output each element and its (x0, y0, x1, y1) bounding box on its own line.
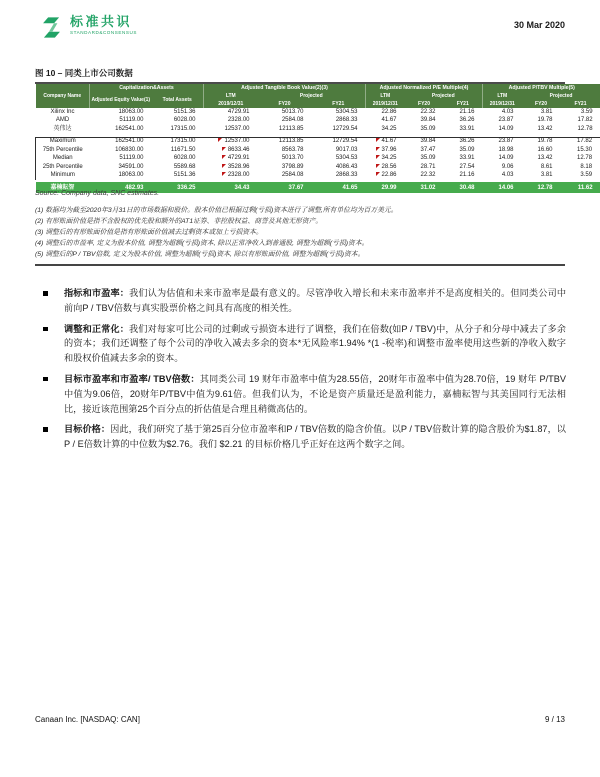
col-fy20: FY20 (522, 100, 561, 108)
value-cell: 12537.00 (224, 125, 250, 132)
col-fy21: FY21 (312, 100, 366, 108)
comment-marker-icon (218, 138, 222, 142)
brand-s-icon (38, 14, 65, 41)
footnote: (5) 调整后的P / TBV倍数, 定义为股本价值, 调整为超额(亏损)资本, 除以有形账面价值, 调整为超额(亏损)资本。 (35, 251, 365, 258)
value-cell: 336.25 (152, 181, 204, 193)
value-cell: 34591.00 (118, 163, 144, 170)
footnote: (1) 数据均为截至2020年3月31日的市场数据和股价。股本价值已根据过剩(亏损)资本进行了调整,所有单位均为百万美元。 (35, 207, 398, 214)
value-cell: 22.86 (381, 108, 397, 115)
value-cell: 4086.43 (335, 163, 358, 170)
footnote: (3) 调整后的有形账面价值是指有形账面价值减去过剩资本或加上亏损资本。 (35, 229, 263, 236)
footer-company: Canaan Inc. [NASDAQ: CAN] (35, 715, 140, 724)
value-cell: 39.84 (420, 117, 436, 123)
bullet-text: 其同类公司 19 财年市盈率中值为28.55倍，20财年市盈率中值为28.70倍，19 财年 P/TBV 中值为9.06倍，20财年P/TBV中值为9.61倍。但我们认为，不论是资产质量还是盈利能力，嘉楠耘智与其美国同行无法相比，接近该范围第25个百分点的折估值是合理且稍微高估的。 (64, 373, 566, 414)
bullet-text: 我们认为估值和未来市盈率是最有意义的。尽管净收入增长和未来市盈率并不是高度相关的。但同类公司中前向P / TBV倍数与真实股票价格之间具有高度的相关性。 (64, 288, 567, 313)
value-cell: 28.56 (366, 163, 405, 172)
value-cell: 3.81 (540, 108, 553, 115)
value-cell: 35.09 (420, 125, 436, 132)
value-cell: 3.81 (540, 172, 553, 178)
value-cell: 2868.33 (335, 117, 358, 123)
col-fy21: FY21 (561, 100, 600, 108)
value-cell: 19.78 (537, 138, 553, 144)
value-cell: 12729.54 (332, 125, 358, 132)
bullet-text: 因此，我们研究了基于第25百分位市盈率和P / TBV倍数的隐含价值。以P / TBV倍数计算的隐含股价为$1.87，以P / E倍数计算的中位数为$2.76。我们 $2.21 的目标价格几乎正好在这两个数字之间。 (64, 424, 566, 450)
company-name-cell: 75th Percentile (42, 146, 83, 153)
col-fy20: FY20 (258, 100, 312, 108)
value-cell: 6028.00 (173, 155, 196, 161)
comment-marker-icon (376, 155, 380, 159)
comment-marker-icon (376, 164, 380, 168)
col-date: 2019/12/31 (483, 100, 522, 108)
comment-marker-icon (376, 138, 380, 142)
col-ltm: LTM (483, 92, 522, 100)
page-footer (35, 715, 565, 724)
company-name-cell: 25th Percentile (42, 163, 83, 170)
bullets (42, 286, 566, 458)
footnotes (35, 205, 565, 260)
value-cell: 28.71 (420, 163, 436, 170)
bullet-text: 我们对每家可比公司的过剩或亏损资本进行了调整，我们在倍数(如P / TBV)中，从分子和分母中减去了多余的资本；我们还调整了每个公司的净收入减去多余的资本*无风险率1.94% *(1 -税率)和调整市盈率使用这些新的净收入数字和股权价值减去多余的资本。 (64, 323, 566, 364)
bullet-item (42, 372, 566, 416)
value-cell: 36.26 (459, 138, 475, 144)
value-cell: 13.42 (537, 155, 553, 161)
bullet-item (42, 286, 566, 316)
value-cell: 2584.08 (281, 172, 304, 178)
value-cell: 36.26 (459, 117, 475, 123)
company-name-cell: Xilinx Inc (50, 108, 75, 115)
value-cell: 12537.00 (204, 137, 258, 146)
footer-page-number: 9 / 13 (544, 715, 565, 724)
company-name-cell: Median (52, 155, 73, 161)
value-cell: 35.09 (420, 155, 436, 161)
value-cell: 17315.00 (170, 138, 196, 144)
bullet-label: 目标价格： (64, 424, 111, 435)
value-cell: 33.91 (459, 125, 475, 132)
value-cell: 37.67 (258, 181, 312, 193)
stats-rows (36, 137, 600, 181)
company-name-cell: 英伟达 (53, 125, 72, 132)
bullet-square-icon (43, 427, 48, 432)
company-name-cell: Minimum (50, 172, 75, 178)
value-cell: 2868.33 (335, 172, 358, 178)
value-cell: 17.82 (577, 117, 593, 123)
value-cell: 9.06 (501, 163, 514, 170)
bullet-label: 指标和市盈率： (64, 288, 130, 298)
value-cell: 51119.00 (119, 117, 144, 123)
report-date: 30 Mar 2020 (513, 20, 565, 30)
col-total-assets: Total Assets (152, 92, 204, 108)
value-cell: 12.78 (522, 181, 561, 193)
group-adjusted-pe-multiple: Adjusted Normalized P/E Multiple(4) (366, 84, 483, 92)
col-fy20: FY20 (405, 100, 444, 108)
value-cell: 18.98 (498, 146, 514, 153)
value-cell: 482.93 (90, 181, 152, 193)
value-cell: 34.25 (381, 125, 397, 132)
value-cell: 8563.78 (281, 146, 304, 153)
value-cell: 17315.00 (170, 125, 196, 132)
bullet-square-icon (43, 327, 48, 332)
col-company-name: Company Name (36, 84, 90, 108)
comment-marker-icon (222, 155, 226, 159)
value-cell: 51119.00 (119, 155, 144, 161)
company-name-cell: Maximum (49, 138, 76, 144)
value-cell: 31.02 (405, 181, 444, 193)
value-cell: 37.47 (420, 146, 436, 153)
group-adjusted-ptbv-multiple: Adjusted P/TBV Multiple(5) (483, 84, 600, 92)
value-cell: 11671.50 (170, 146, 196, 153)
comment-marker-icon (376, 147, 380, 151)
company-name-cell: AMD (55, 117, 70, 123)
group-adjusted-tangible-book-value: Adjusted Tangible Book Value(2)(3) (204, 84, 366, 92)
value-cell: 4729.91 (204, 155, 258, 164)
value-cell: 5013.70 (281, 108, 304, 115)
col-fy21: FY21 (444, 100, 483, 108)
value-cell: 30.48 (444, 181, 483, 193)
value-cell: 15.30 (577, 146, 593, 153)
value-cell: 12729.54 (332, 138, 358, 144)
value-cell: 14.09 (498, 125, 514, 132)
value-cell: 2328.00 (204, 172, 258, 182)
value-cell: 18063.00 (118, 172, 144, 178)
value-cell: 23.87 (498, 117, 514, 123)
value-cell: 6028.00 (173, 117, 196, 123)
col-projected: Projected (258, 92, 366, 100)
figure-title: 图 10 – 同类上市公司数据 (35, 67, 565, 84)
value-cell: 4729.91 (227, 108, 250, 115)
brand-name-en: STANDARD&CONSENSUS (70, 30, 137, 35)
value-cell: 162541.00 (115, 138, 144, 144)
value-cell: 12113.85 (278, 125, 304, 132)
value-cell: 37.96 (366, 146, 405, 155)
value-cell: 21.16 (459, 108, 475, 115)
value-cell: 5151.36 (173, 172, 196, 178)
brand-name-cn: 标准共识 (70, 14, 133, 29)
bullet-item (42, 322, 566, 366)
value-cell: 5013.70 (281, 155, 304, 161)
brand-logo (38, 14, 137, 41)
value-cell: 8.61 (540, 163, 553, 170)
group-capitalization-assets: Capitalization&Assets (90, 84, 204, 92)
value-cell: 34.43 (204, 181, 258, 193)
value-cell: 5151.36 (173, 108, 196, 115)
col-projected: Projected (405, 92, 483, 100)
col-date: 2019/12/31 (204, 100, 258, 108)
value-cell: 162541.00 (115, 125, 144, 132)
value-cell: 3.59 (580, 108, 593, 115)
value-cell: 8633.46 (204, 146, 258, 155)
value-cell: 4.03 (501, 108, 514, 115)
value-cell: 22.32 (420, 172, 436, 178)
comment-marker-icon (222, 172, 226, 176)
value-cell: 12113.85 (278, 138, 304, 144)
value-cell: 22.86 (366, 172, 405, 182)
comment-marker-icon (376, 172, 380, 176)
value-cell: 2328.00 (227, 117, 250, 123)
section-divider (35, 264, 565, 266)
col-ltm: LTM (366, 92, 405, 100)
value-cell: 33.91 (459, 155, 475, 161)
col-date: 2019/12/31 (366, 100, 405, 108)
value-cell: 13.42 (537, 125, 553, 132)
value-cell: 14.09 (498, 155, 514, 161)
col-ltm: LTM (204, 92, 258, 100)
value-cell: 12.78 (577, 155, 593, 161)
footnote: (2) 有形账面价值是指不含股权的优先股和额外的AT1证券、非控股权益、商誉及其他无形资产。 (35, 218, 323, 225)
value-cell: 41.67 (381, 117, 397, 123)
comment-marker-icon (222, 164, 226, 168)
col-adjusted-equity-value: Adjusted Equity Value(1) (90, 92, 152, 108)
bullet-item (42, 422, 566, 452)
value-cell: 12.78 (577, 125, 593, 132)
value-cell: 18063.00 (118, 108, 144, 115)
value-cell: 35.09 (459, 146, 475, 153)
source-note: Source: Company data, SNC estimates. (35, 190, 160, 197)
footnote: (4) 调整后的市盈率, 定义为股本价值, 调整为超额(亏损)资本, 除以正常净收入到普通股, 调整为超额(亏损)资本。 (35, 240, 369, 247)
value-cell: 2584.08 (281, 117, 304, 123)
peer-comparison-table-wrap (35, 84, 593, 193)
value-cell: 3.59 (580, 172, 593, 178)
bullet-square-icon (43, 291, 48, 296)
col-projected: Projected (522, 92, 600, 100)
value-cell: 41.67 (366, 137, 405, 146)
value-cell: 14.06 (483, 181, 522, 193)
value-cell: 21.16 (459, 172, 475, 178)
value-cell: 29.99 (366, 181, 405, 193)
value-cell: 106830.00 (115, 146, 144, 153)
value-cell: 39.84 (420, 138, 436, 144)
comment-marker-icon (222, 147, 226, 151)
brand-text (70, 14, 137, 35)
table-header (36, 84, 600, 108)
value-cell: 3528.96 (204, 163, 258, 172)
value-cell: 11.62 (561, 181, 600, 193)
value-cell: 3798.89 (281, 163, 304, 170)
peer-comparison-table (35, 84, 600, 193)
value-cell: 22.32 (420, 108, 436, 115)
value-cell: 34.25 (366, 155, 405, 164)
value-cell: 27.54 (459, 163, 475, 170)
value-cell: 4.03 (501, 172, 514, 178)
value-cell: 5589.68 (173, 163, 196, 170)
peer-rows (36, 108, 600, 134)
company-name-cell: 嘉楠耘智 (36, 181, 90, 193)
bullet-label: 目标市盈率和市盈率/ TBV倍数： (64, 373, 200, 384)
value-cell: 8.18 (580, 163, 593, 170)
value-cell: 41.65 (312, 181, 366, 193)
value-cell: 16.60 (537, 146, 553, 153)
bullet-label: 调整和正常化： (64, 323, 129, 334)
value-cell: 5304.53 (335, 155, 358, 161)
value-cell: 5304.53 (335, 108, 358, 115)
value-cell: 17.82 (577, 138, 593, 144)
value-cell: 23.87 (498, 138, 514, 144)
bullet-square-icon (43, 377, 48, 382)
value-cell: 19.78 (537, 117, 553, 123)
value-cell: 9017.03 (335, 146, 358, 153)
